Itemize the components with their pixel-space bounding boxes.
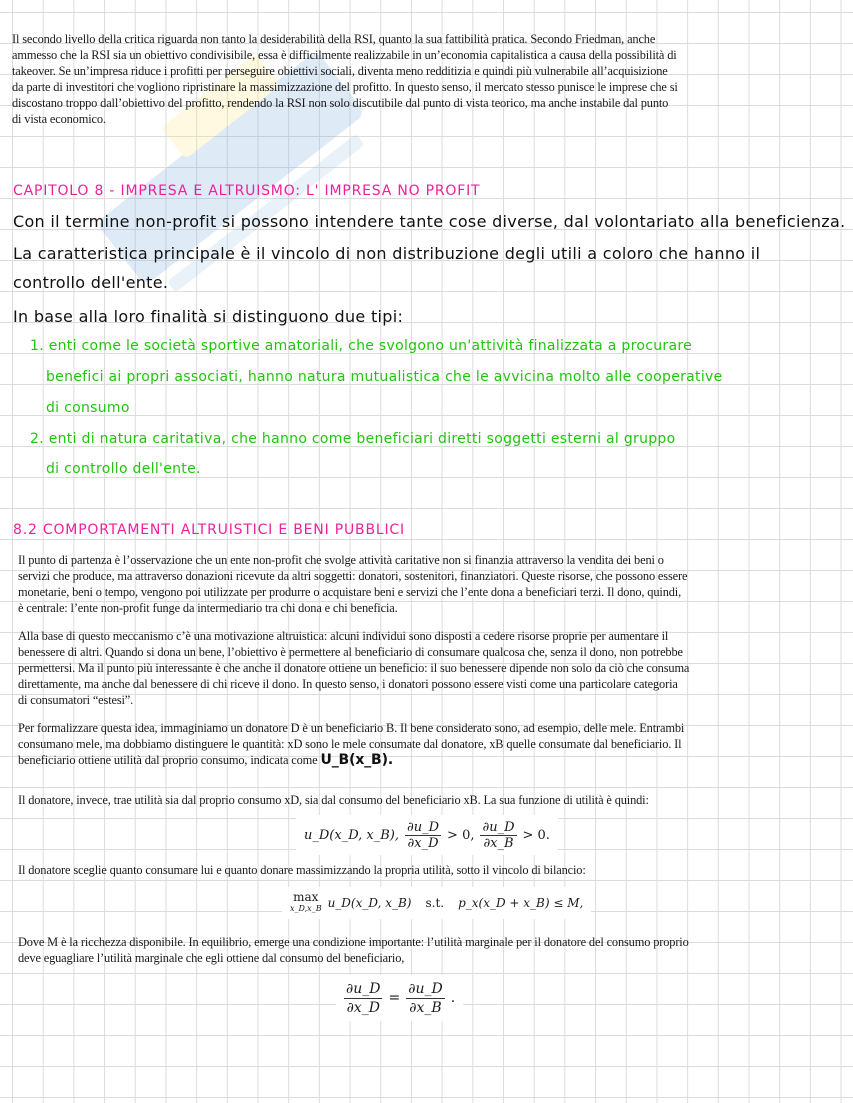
relation: > 0. [522,827,550,843]
equation-term: u_D(x_D, x_B), [304,827,400,843]
handwritten-line: Con il termine non-profit si possono intendere tante cose diverse, dal volontariato alla beneficienza. [13,212,846,231]
paragraph-starting-point [18,552,848,616]
handwritten-line: controllo dell'ente. [13,273,169,292]
numerator: ∂u_D [346,980,381,997]
handwritten-line: La caratteristica principale è il vincolo di non distribuzione degli utili a coloro che hanno il [13,244,761,263]
equals-sign: = [388,990,401,1006]
text-line [18,752,848,768]
equation-maximization [282,887,591,919]
numerator: ∂u_D [407,819,440,835]
equation-utility-function [296,815,558,855]
paragraph-donor-choice: Il donatore sceglie quanto consumare lui e quanto donare massimizzando la propria utilità, sotto il vincolo di bilancio: [18,863,586,877]
denominator: ∂x_B [409,999,442,1016]
denominator: ∂x_D [407,835,439,851]
paragraph-equilibrium [18,934,848,966]
denominator: ∂x_B [483,835,514,851]
text-line: Il secondo livello della critica riguarda non tanto la desiderabilità della RSI, quanto la sua fattibilità pratica. Secondo Friedman, anche [12,32,656,46]
text-line: Il punto di partenza è l’osservazione che un ente non-profit che svolge attività caritative non si finanzia attraverso la vendita dei beni o [18,553,664,567]
numerator: ∂u_D [482,819,515,835]
text-line: di vista economico. [12,112,106,126]
paragraph-altruism [18,628,848,708]
text-line: Per formalizzare questa idea, immaginiamo un donatore D è un beneficiario B. Il bene considerato sono, ad esempio, delle mele. Entrambi [18,721,685,735]
text-line: Dove M è la ricchezza disponibile. In equilibrio, emerge una condizione importante: l’utilità marginale per il donatore del consumo proprio [18,935,689,949]
equation-equilibrium [336,975,463,1021]
text-line: permettersi. Ma il punto più interessante è che anche il donatore ottiene un beneficio: il suo benessere dipende non solo da ciò che consuma [18,661,690,675]
text-line: è centrale: l’ente non-profit funge da intermediario tra chi dona e chi beneficia. [18,601,398,615]
text-line: benessere di altri. Quando si dona un bene, l’obiettivo è permettere al beneficiario di consumare qualcosa che, senza il dono, non potrebbe [18,645,683,659]
handwritten-line: In base alla loro finalità si distinguono due tipi: [13,307,404,326]
text-line: servizi che produce, ma attraverso donazioni ricevute da altri soggetti: donatori, sostenitori, finanziatori. Queste risorse, che possono essere [18,569,688,583]
max-subscript: x_D,x_B [290,904,322,913]
fraction [344,980,382,1017]
list-item-2-line: 2. enti di natura caritativa, che hanno come beneficiari diretti soggetti esterni al gruppo [30,431,676,447]
text-line: da parte di investitori che vogliono ripristinare la massimizzazione del profitto. In questo senso, il mercato stesso punisce le imprese che si [12,80,678,94]
text-line: discostano troppo dall’obiettivo del profitto, rendendo la RSI non solo discutibile dal punto di vista teorico, ma anche instabile dal punto [12,96,669,110]
constraint: p_x(x_D + x_B) ≤ M, [458,896,584,910]
section-title: 8.2 COMPORTAMENTI ALTRUISTICI E BENI PUBBLICI [13,522,405,538]
text-line: direttamente, ma anche dal benessere di chi riceve il dono. In questo senso, i donatori possono essere visti come una particolare categoria [18,677,678,691]
relation: > 0, [447,827,475,843]
list-item-1-line: 1. enti come le società sportive amatoriali, che svolgono un'attività finalizzata a procurare [30,338,692,354]
fraction [405,820,441,851]
period: . [450,990,456,1006]
handwritten-formula: U_B(x_B). [320,752,393,768]
chapter-title: CAPITOLO 8 - IMPRESA E ALTRUISMO: L' IMPRESA NO PROFIT [13,183,481,199]
list-item-1-line: benefici ai propri associati, hanno natura mutualistica che le avvicina molto alle cooperative [46,369,723,385]
list-item-2-line: di controllo dell'ente. [46,461,201,477]
text-line: takeover. Se un’impresa riduce i profitti per perseguire obiettivi sociali, diventa meno redditizia e quindi più vulnerabile all’acquisizione [12,64,668,78]
paragraph-formalization [18,720,848,768]
text-line: ammesso che la RSI sia un obiettivo condivisibile, essa è difficilmente realizzabile in un’economia capitalistica a causa della possibilità di [12,48,677,62]
numerator: ∂u_D [408,980,443,997]
fraction [406,980,444,1017]
intro-paragraph [12,31,842,127]
text-fragment: beneficiario ottiene utilità dal proprio consumo, indicata come [18,753,318,767]
text-line: deve eguagliare l’utilità marginale che egli ottiene dal consumo del beneficiario, [18,951,405,965]
text-line: di consumatori “estesi”. [18,693,134,707]
paragraph-donor-utility: Il donatore, invece, trae utilità sia dal proprio consumo xD, sia dal consumo del beneficiario xB. La sua funzione di utilità è quindi: [18,793,649,807]
max-operator [290,892,322,914]
text-line: consumano mele, ma dobbiamo distinguere le quantità: xD sono le mele consumate dal donatore, xB quelle consumate dal beneficiario. Il [18,737,682,751]
list-item-1-line: di consumo [46,400,130,416]
denominator: ∂x_D [346,999,380,1016]
text-line: Alla base di questo meccanismo c’è una motivazione altruistica: alcuni individui sono disposti a cedere risorse proprie per aumentare il [18,629,669,643]
text-line: monetarie, beni o tempo, vengono poi utilizzate per produrre o acquistare beni e servizi che l’ente dona a beneficiari terzi. Il dono, quindi, [18,585,682,599]
objective: u_D(x_D, x_B) [327,896,412,910]
such-that: s.t. [425,896,445,910]
max-label: max [293,890,319,904]
fraction [480,820,516,851]
